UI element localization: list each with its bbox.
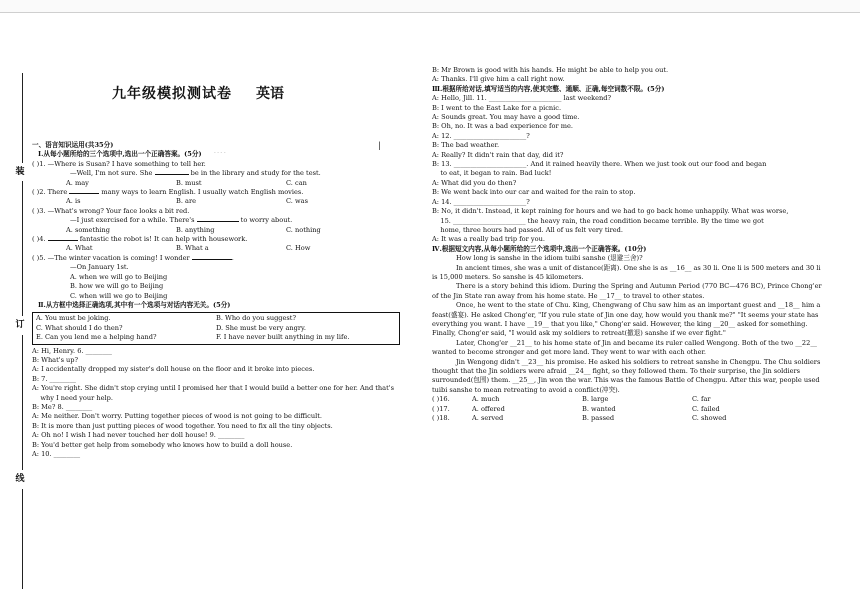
- right-column: [432, 66, 824, 423]
- dialog-line: A: Sounds great. You may have a good time.: [432, 113, 580, 122]
- dialog-line: A: I accidentally dropped my sister's doll house on the floor and it broke into pieces.: [32, 365, 315, 374]
- passage-paragraph: There is a story behind this idiom. During the Spring and Autumn Period (770 BC—476 BC), Prince Chong'er of the Jin State ran away from his home state. He __17__ to travel to other states.: [432, 282, 822, 300]
- dialog-line: B: You'd better get help from somebody who knows how to build a doll house.: [32, 440, 293, 449]
- dialog-line: B: What's up?: [32, 355, 79, 364]
- passage-paragraph: In ancient times, she was a unit of distance(距离). One she is as __16__ as 30 li. One li is 500 meters and 30 li is 15,000 meters. So sanshe is 45 kilometers.: [432, 263, 821, 281]
- dialog-line: A: Me neither. Don't worry. Putting together pieces of wood is not going to be difficult.: [32, 412, 322, 421]
- binding-label-1: 装: [15, 167, 25, 177]
- q3-options: A. something B. anything C. nothing: [66, 225, 321, 234]
- binding-label-3: 线: [15, 474, 25, 484]
- dialog-line: B: Oh, no. It was a bad experience for me.: [432, 122, 573, 131]
- dialog-line: home, three hours had passed. All of us felt very tired.: [432, 225, 623, 234]
- q2-stem: ( )2. There many ways to learn English. I usually watch English movies.: [32, 188, 304, 197]
- dialog-line: A: 10. ________: [32, 450, 81, 458]
- exam-title: 九年级模拟测试卷: [112, 86, 232, 102]
- q5-stem: ( )5. —The winter vacation is coming! I wonder .: [32, 253, 234, 262]
- exam-subject: 英语: [256, 86, 284, 102]
- section4-heading: Ⅳ.根据短文内容,从每小题所给的三个选项中,选出一个正确答案。(10分): [432, 244, 647, 253]
- mc-questions: [432, 395, 824, 423]
- q2-blank[interactable]: [69, 193, 99, 194]
- section2-heading: Ⅱ.从方框中选择正确选项,其中有一个选项与对话内容无关。(5分): [38, 300, 231, 309]
- dialog-section2: [32, 347, 420, 460]
- dialog-line: B: 7. ________: [32, 374, 76, 383]
- part1-heading: 一、语言知识运用(共35分): [32, 141, 114, 149]
- dialog-line: B: It is more than just putting pieces of wood together. You need to fix all the tiny objects.: [32, 421, 333, 430]
- q4-stem: ( )4. fantastic the robot is! It can help with housework.: [32, 235, 248, 244]
- reading-passage: [432, 254, 824, 395]
- q5-option-c: C. when will we go to Beijing: [70, 291, 168, 300]
- dialog-line: B: I went to the East Lake for a picnic.: [432, 103, 562, 112]
- q3-line2: —I just exercised for a while. There's to worry about.: [70, 216, 293, 225]
- box-option-e: E. Can you lend me a helping hand?: [36, 333, 157, 342]
- dialog-line: A: It was a really bad trip for you.: [432, 235, 545, 244]
- q5-line2: —On January 1st.: [70, 263, 129, 272]
- dialog-line: A: Thanks. I'll give him a call right now.: [432, 75, 565, 84]
- q5-blank[interactable]: [192, 259, 232, 260]
- q2-options: A. is B. are C. was: [66, 197, 308, 206]
- exam-page: [0, 13, 860, 609]
- box-option-d: D. She must be very angry.: [216, 323, 306, 332]
- q5-option-b: B. how we will go to Beijing: [70, 282, 164, 291]
- dialog-line: A: Oh no! I wish I had never touched her doll house! 9. ________: [32, 431, 245, 440]
- binding-label-2: 订: [15, 320, 25, 330]
- q1-stem: ( )1. —Where is Susan? I have something to tell her.: [32, 159, 206, 168]
- dialog-line: B: Mr Brown is good with his hands. He might be able to help you out.: [432, 66, 669, 74]
- q1-line2: —Well, I'm not sure. She be in the library and study for the test.: [70, 169, 321, 178]
- q4-options: A. What B. What a C. How: [66, 244, 311, 253]
- passage-paragraph: How long is sanshe in the idiom tuibi sanshe (退避三舍)?: [456, 254, 643, 263]
- dialog-line: B: No, it didn't. Instead, it kept raining for hours and we had to go back home unhappily. What was worse,: [432, 207, 789, 216]
- section1-heading: Ⅰ.从每小题所给的三个选项中,选出一个正确答案。(5分): [38, 150, 202, 159]
- q5-option-a: A. when we will go to Beijing: [70, 272, 168, 281]
- dialog-line: 15. ______________________ the heavy rain, the road condition became terrible. By the time we got: [432, 216, 764, 225]
- dialog-line: A: What did you do then?: [432, 178, 517, 187]
- dialog-line: A: You're right. She didn't stop crying until I promised her that I would build a better one for her. And that's: [32, 384, 394, 393]
- q4-blank[interactable]: [48, 240, 78, 241]
- mc-question-17: ( )17. A. offered B. wanted C. failed: [432, 404, 720, 413]
- dialog-line: B: Me? 8. ________: [32, 402, 93, 411]
- options-box: [32, 312, 400, 344]
- scan-tick: |: [378, 141, 381, 150]
- left-column: [32, 141, 420, 459]
- dialog-line: A: Really? It didn't rain that day, did it?: [432, 150, 564, 159]
- section3-heading: Ⅲ.根据所给对话,填写适当的内容,使其完整、通顺、正确,每空词数不限。(5分): [432, 84, 665, 93]
- q1-options: A. may B. must C. can: [66, 178, 307, 187]
- binding-margin: [8, 73, 26, 593]
- passage-paragraph: Later, Chong'er __21__ to his home state of Jin and became its ruler called Wengong. Both of the two __22__ wanted to become stronger and get more land. They went to war with each other.: [432, 338, 817, 357]
- q3-stem: ( )3. —What's wrong? Your face looks a bit red.: [32, 206, 190, 215]
- mc-question-16: ( )16. A. much B. large C. far: [432, 395, 711, 404]
- dialog-section3: [432, 94, 824, 245]
- q3-blank[interactable]: [197, 221, 239, 222]
- mc-question-18: ( )18. A. served B. passed C. showed: [432, 414, 727, 423]
- dialog-line: to eat, it began to rain. Bad luck!: [432, 169, 552, 178]
- passage-paragraph: Once, he went to the state of Chu. King, Chengwang of Chu saw him as an important guest and __18__ him a feast(盛宴). He asked Chong'er, "If you rule state of Jin one day, how would you thank me?" "It seems your state has everything you want. I have __19__ that you like," Chong'er said. However, the king __20__ asked for something. Finally, Chong'er said, "I would ask my soldiers to retreat(撤退) sanshe if we ever fight.": [432, 301, 821, 338]
- dialog-line: B: 13. ______________________. And it rained heavily there. When we just took out our food and began: [432, 160, 767, 169]
- dialog-line: A: 12. ______________________?: [432, 131, 530, 140]
- box-option-a: A. You must be joking.: [36, 314, 111, 323]
- box-option-b: B. Who do you suggest?: [216, 314, 296, 323]
- dialog-line: B: The bad weather.: [432, 141, 500, 150]
- dialog-line: B: We went back into our car and waited for the rain to stop.: [432, 188, 636, 197]
- box-option-c: C. What should I do then?: [36, 323, 123, 332]
- viewer-top-bar: [0, 0, 860, 13]
- dialog-line: A: 14. ______________________?: [432, 197, 530, 206]
- dialog-line: why I need your help.: [32, 393, 113, 402]
- q1-blank[interactable]: [155, 174, 189, 175]
- dialog-line: A: Hi, Henry. 6. ________: [32, 346, 112, 355]
- passage-paragraph: Jin Wengong didn't __23__ his promise. He asked his soldiers to retreat sanshe in Chengpu. The Chu soldiers thought that the Jin soldiers were afraid __24__ fight, so they followed them. To their surprise, the Jin soldiers surrounded(包围) them. __25__, Jin won the war. This was the famous Battle of Chengpu. After this war, people used tuibi sanshe to mean retreating to avoid a conflict(冲突).: [432, 357, 821, 394]
- dialog-line: A: Hello, Jill. 11. ______________________ last weekend?: [432, 94, 612, 103]
- scan-mark: - - - -: [214, 150, 226, 156]
- box-option-f: F. I have never built anything in my life.: [216, 333, 350, 342]
